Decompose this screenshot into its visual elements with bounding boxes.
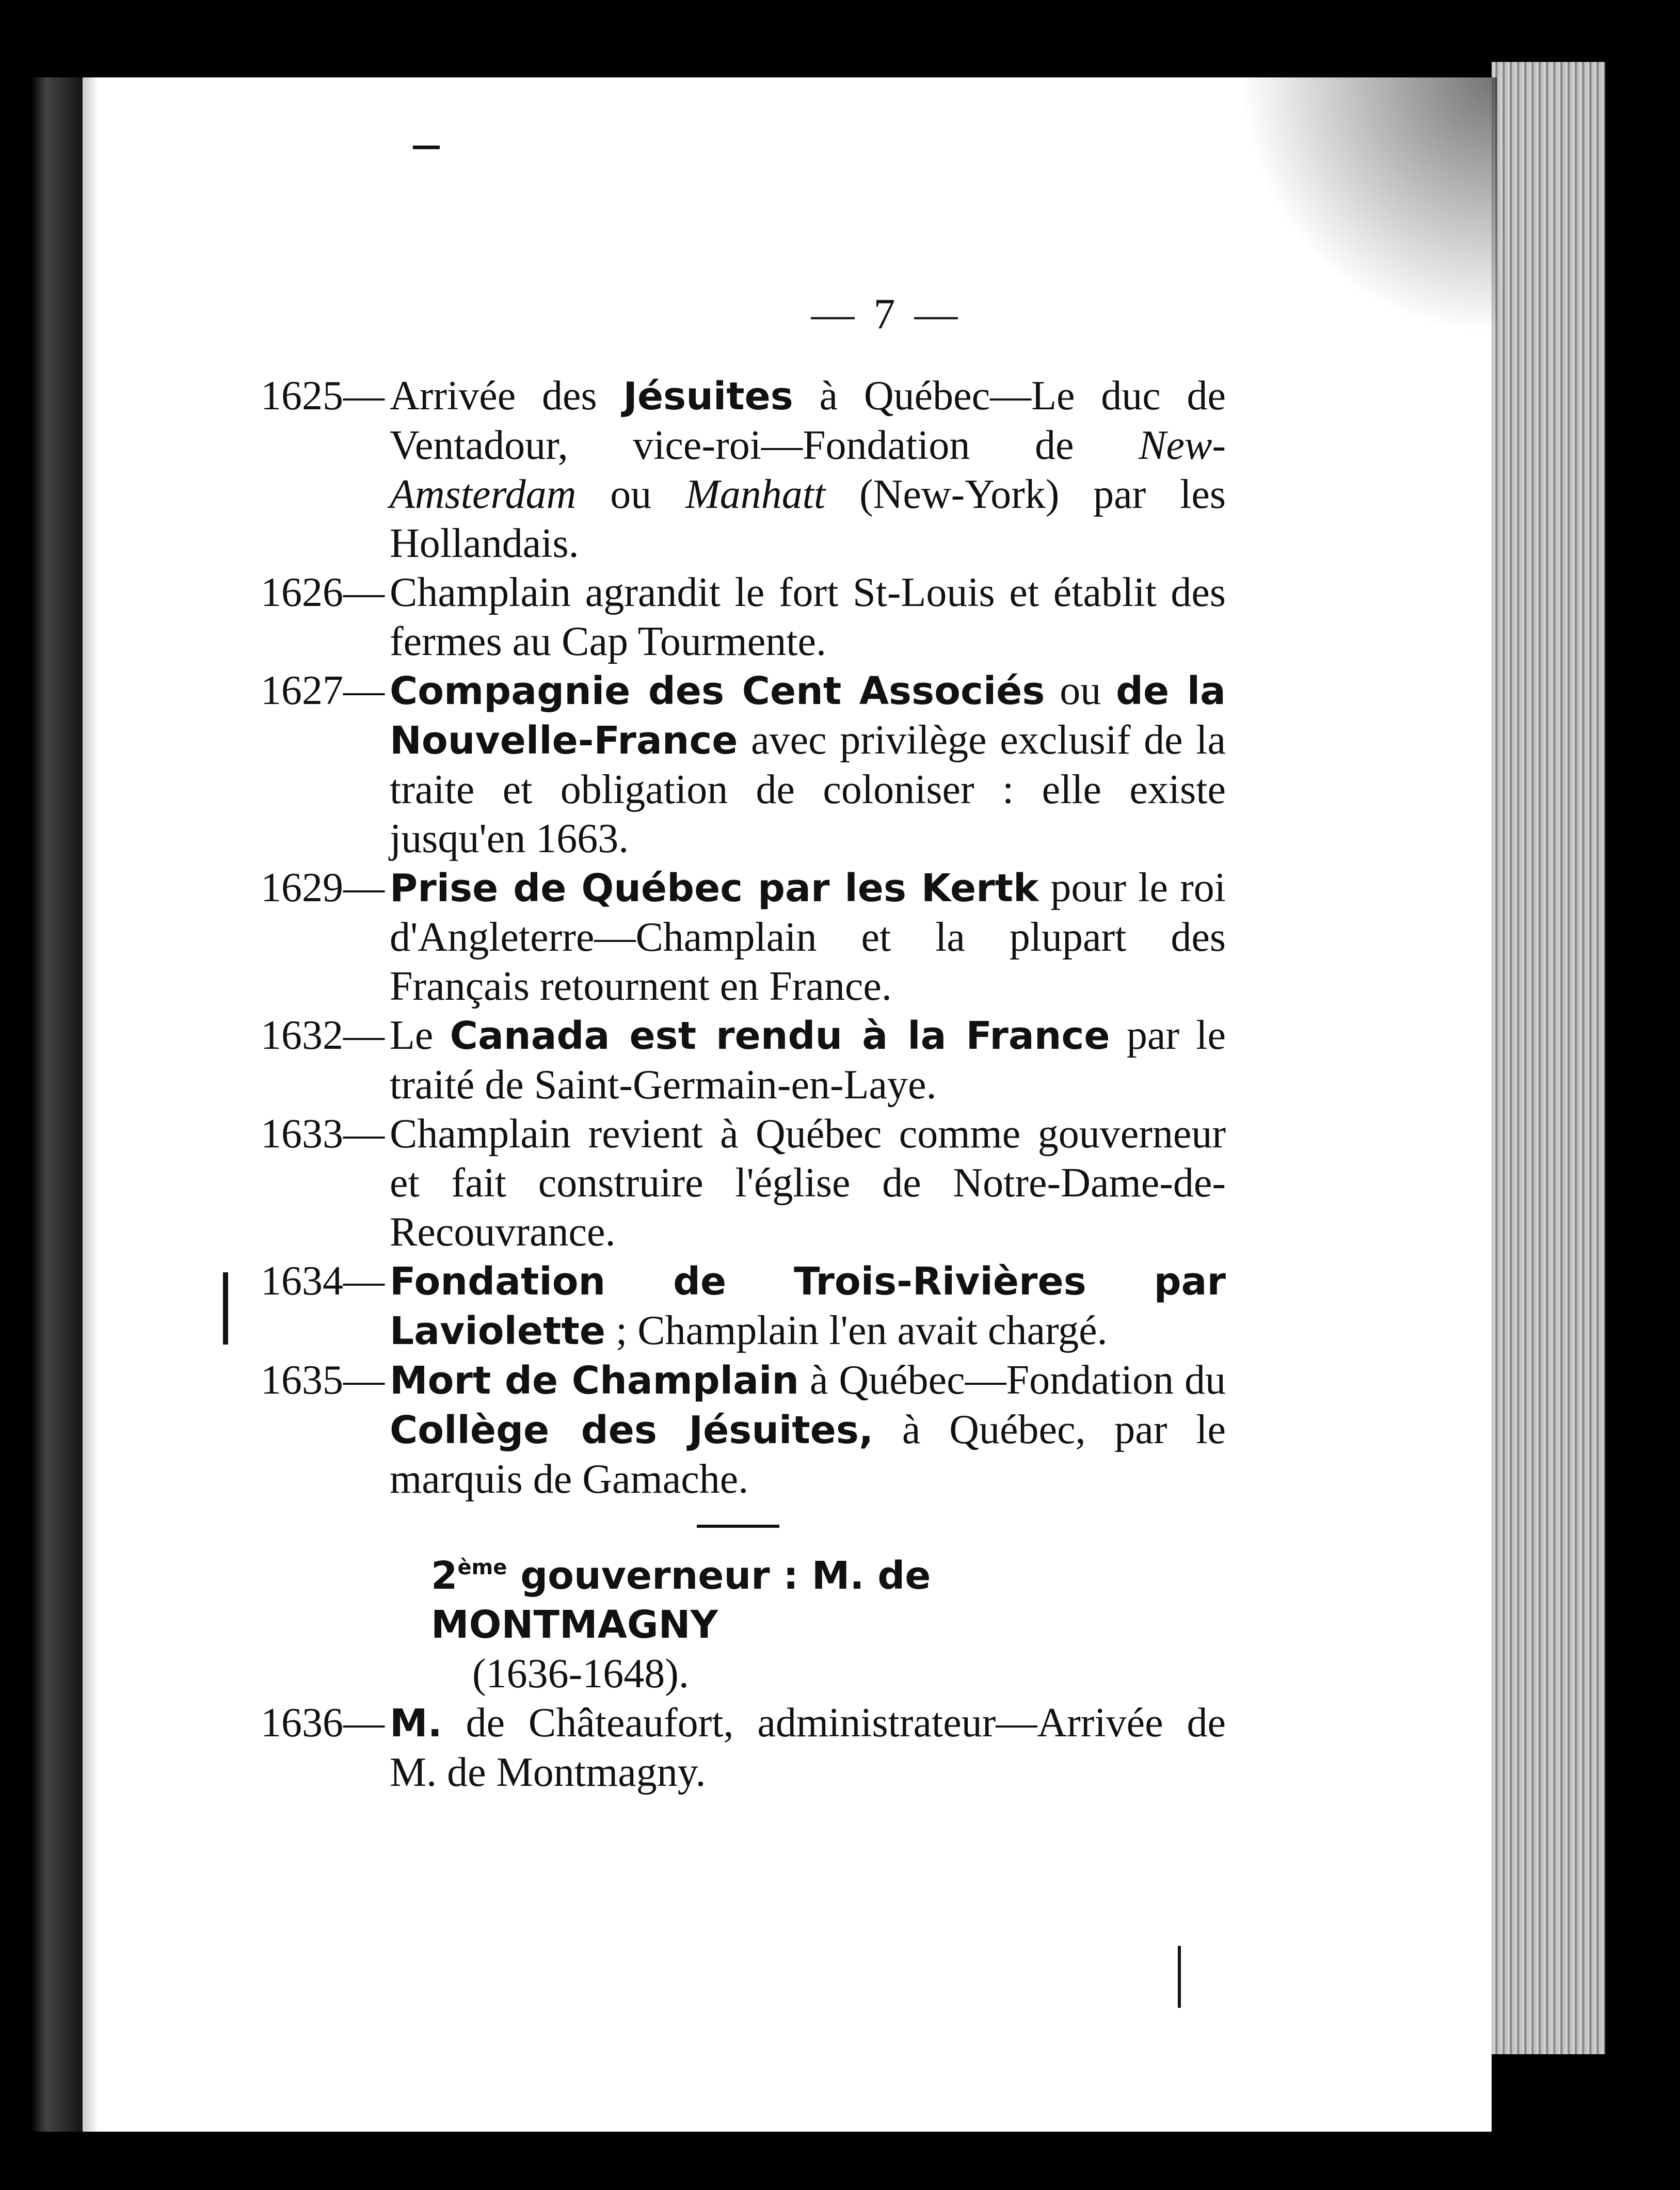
entry-bold-text: de la Nouvelle-France <box>390 669 1226 763</box>
entry-year: 1635— <box>261 1357 385 1403</box>
entry-bold-text: M. <box>390 1701 442 1746</box>
entry-year: 1633— <box>261 1111 385 1157</box>
entry-year: 1632— <box>261 1013 385 1058</box>
entry-text <box>390 666 1226 864</box>
entry-text <box>390 1356 1226 1504</box>
chronology-entry <box>261 666 1226 864</box>
page-number: — 7 — <box>811 290 962 338</box>
entries-list <box>261 372 1226 1504</box>
section-ordinal-suffix: ème <box>457 1556 507 1579</box>
entry-bold-text: Collège des Jésuites, <box>390 1408 874 1452</box>
entry-text <box>390 1257 1226 1356</box>
section-title: gouverneur : M. de MONTMAGNY <box>431 1554 931 1647</box>
entry-year: 1636— <box>261 1700 385 1746</box>
entry-plain-text: ou <box>1045 668 1116 713</box>
entry-text <box>390 568 1226 666</box>
binding-edge <box>0 77 98 2132</box>
entry-bold-text: Compagnie des Cent Associés <box>390 669 1045 713</box>
chronology-entry <box>261 568 1226 666</box>
chronology-entry <box>261 372 1226 568</box>
entry-italic-text: Manhatt <box>685 472 826 517</box>
entry-plain-text: (New-York) par les Hollandais. <box>390 472 1226 566</box>
entry-plain-text: par le traité de Saint-Germain-en-Laye. <box>390 1013 1226 1108</box>
entries-list <box>261 1699 1226 1797</box>
entry-bold-text: Fondation de Trois-Rivières par Laviolette <box>390 1259 1226 1353</box>
entry-plain-text: Le <box>390 1013 450 1058</box>
entry-plain-text: Champlain agrandit le fort St-Louis et établit des fermes au Cap Tourmente. <box>390 570 1226 664</box>
entry-text <box>390 372 1226 568</box>
entry-plain-text: pour le roi d'Angleterre—Champlain et la plupart des Français retournent en France. <box>390 865 1226 1009</box>
margin-mark <box>1178 1946 1181 2008</box>
section-heading <box>261 1543 1226 1650</box>
chronology-entry <box>261 1699 1226 1797</box>
chronology-entry <box>261 864 1226 1011</box>
entry-text <box>390 1011 1226 1110</box>
chronology-entry <box>261 1011 1226 1110</box>
entry-text <box>390 1110 1226 1257</box>
margin-mark <box>223 1272 228 1345</box>
entry-bold-text: Mort de Champlain <box>390 1358 799 1403</box>
entry-year: 1634— <box>261 1258 385 1304</box>
section-ordinal: 2 <box>431 1554 458 1598</box>
page-edges <box>1492 62 1605 2054</box>
entry-year: 1626— <box>261 570 385 615</box>
entry-bold-text: Canada est rendu à la France <box>450 1014 1110 1058</box>
entry-text <box>390 1699 1226 1797</box>
margin-mark <box>413 146 440 149</box>
entry-plain-text: Arrivée des <box>390 373 623 419</box>
entry-plain-text: ; Champlain l'en avait chargé. <box>605 1308 1108 1353</box>
entry-plain-text: à Québec—Le duc de Ventadour, vice-roi—Fondation de <box>390 373 1226 468</box>
entry-bold-text: Prise de Québec par les Kertk <box>390 866 1039 910</box>
chronology <box>261 372 1226 1797</box>
entry-year: 1629— <box>261 865 385 910</box>
entry-year: 1625— <box>261 373 385 419</box>
entry-plain-text: ou <box>576 472 686 517</box>
section-rule <box>697 1525 779 1528</box>
entry-plain-text: avec privilège exclusif de la traite et obligation de coloniser : elle existe jusqu'en 1663. <box>390 717 1226 861</box>
entry-year: 1627— <box>261 668 385 713</box>
chronology-entry <box>261 1356 1226 1504</box>
entry-plain-text: Champlain revient à Québec comme gouverneur et fait construire l'église de Notre-Dame-de-Recouvrance. <box>390 1111 1226 1255</box>
chronology-entry <box>261 1257 1226 1356</box>
entry-plain-text: à Québec—Fondation du <box>799 1357 1226 1403</box>
entry-italic-text: New-Amsterdam <box>390 423 1226 517</box>
entry-plain-text: à Québec, par le marquis de Gamache. <box>390 1407 1226 1502</box>
entry-bold-text: Jésuites <box>623 374 793 419</box>
entry-plain-text: de Châteaufort, administrateur—Arrivée de M. de Montmagny. <box>390 1700 1226 1795</box>
chronology-entry <box>261 1110 1226 1257</box>
section-dates: (1636-1648). <box>472 1651 689 1697</box>
entry-text <box>390 864 1226 1011</box>
